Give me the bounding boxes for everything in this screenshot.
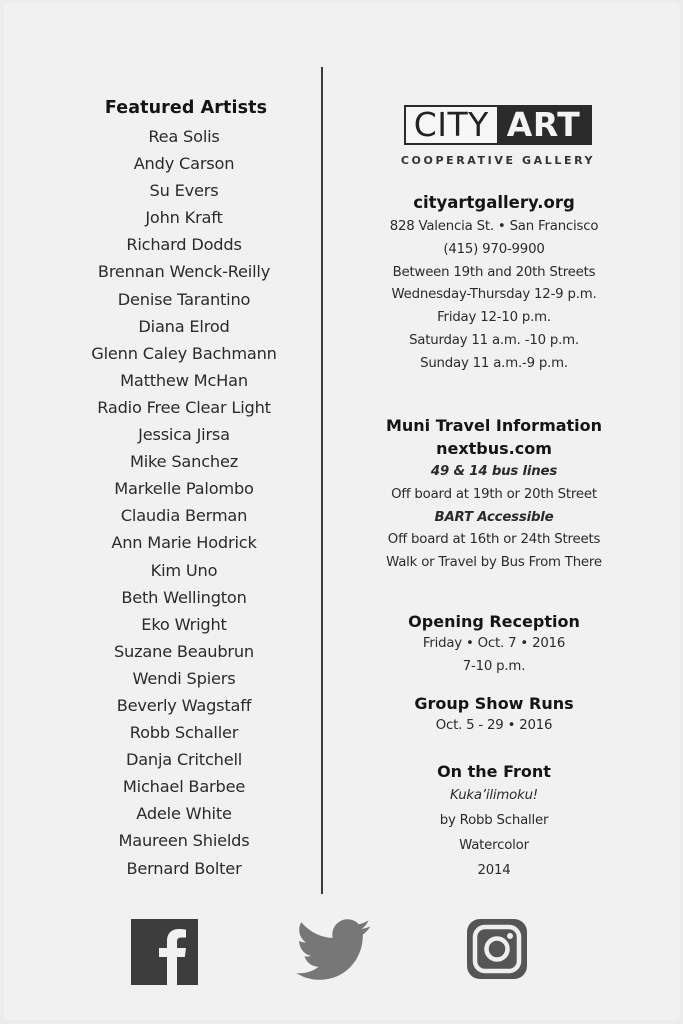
address: 828 Valencia St. • San Francisco [389, 219, 599, 234]
logo-subtitle: COOPERATIVE GALLERY [400, 154, 596, 167]
artist-item: Diana Elrod [138, 316, 230, 336]
artist-item: Kim Uno [150, 560, 218, 580]
reception-time: 7-10 p.m. [462, 658, 526, 674]
bus-offboard: Off board at 19th or 20th Street [391, 486, 597, 502]
travel-heading: Muni Travel Information [385, 416, 603, 435]
featured-artists-heading: Featured Artists [104, 98, 268, 118]
front-block [344, 760, 644, 883]
artist-item: Adele White [136, 804, 232, 824]
bus-lines: 49 & 14 bus lines [430, 464, 558, 479]
artist-item: Beverly Wagstaff [116, 695, 252, 715]
reception-heading: Opening Reception [408, 612, 580, 631]
logo-art-text: ART [497, 107, 590, 143]
gallery-website-link[interactable]: cityartgallery.org [413, 193, 575, 212]
artist-item: Maureen Shields [118, 831, 250, 851]
artist-item: Suzane Beaubrun [113, 641, 254, 661]
artist-item: Glenn Caley Bachmann [91, 343, 277, 363]
artwork-year: 2014 [477, 863, 511, 878]
artist-item: John Kraft [145, 208, 223, 228]
artist-item: Beth Wellington [121, 587, 247, 607]
nextbus-link[interactable]: nextbus.com [436, 439, 552, 458]
contact-block [344, 192, 644, 376]
artist-item: Brennan Wenck-Reilly [97, 262, 271, 282]
gallery-card [4, 2, 680, 1020]
artist-item: Robb Schaller [129, 723, 239, 743]
logo-city-text: CITY [406, 107, 497, 143]
travel-block [344, 414, 644, 575]
reception-block [344, 610, 644, 679]
featured-artists-column [64, 96, 304, 882]
artist-item: Richard Dodds [126, 235, 242, 255]
walk-info: Walk or Travel by Bus From There [386, 555, 602, 571]
show-block [344, 692, 644, 738]
artist-item: Rea Solis [148, 127, 220, 146]
artist-item: Denise Tarantino [117, 289, 251, 309]
artist-item: Michael Barbee [122, 777, 246, 797]
reception-date: Friday • Oct. 7 • 2016 [422, 636, 566, 651]
artwork-artist: by Robb Schaller [439, 813, 549, 828]
bart-accessible: BART Accessible [434, 509, 554, 525]
hours-line: Friday 12-10 p.m. [437, 310, 551, 326]
cross-streets: Between 19th and 20th Streets [392, 264, 596, 280]
artist-item: Claudia Berman [120, 506, 248, 526]
artwork-title: Kuka’ilimoku! [450, 788, 538, 803]
artist-item: Andy Carson [133, 154, 235, 174]
artist-item: Bernard Bolter [126, 858, 242, 878]
artwork-medium: Watercolor [459, 838, 529, 853]
hours-line: Wednesday-Thursday 12-9 p.m. [391, 287, 597, 303]
artist-item: Markelle Palombo [114, 479, 254, 499]
gallery-info-column [344, 102, 644, 902]
artist-list [64, 123, 304, 882]
show-dates: Oct. 5 - 29 • 2016 [435, 718, 553, 733]
artist-item: Danja Critchell [125, 750, 243, 770]
city-art-logo [404, 105, 593, 145]
artist-item: Mike Sanchez [129, 452, 239, 472]
artist-item: Su Evers [149, 181, 219, 201]
bart-offboard: Off board at 16th or 24th Streets [387, 532, 601, 548]
front-heading: On the Front [437, 762, 551, 781]
artist-item: Eko Wright [141, 614, 227, 634]
artist-item: Radio Free Clear Light [97, 397, 271, 417]
hours-line: Saturday 11 a.m. -10 p.m. [409, 332, 579, 348]
twitter-icon[interactable] [295, 919, 371, 981]
instagram-icon[interactable] [467, 919, 527, 979]
artist-item: Jessica Jirsa [138, 425, 230, 445]
artist-item: Wendi Spiers [132, 668, 236, 688]
facebook-icon[interactable] [131, 919, 198, 985]
artist-item: Ann Marie Hodrick [111, 533, 257, 553]
phone: (415) 970-9900 [443, 241, 545, 257]
artist-item: Matthew McHan [120, 370, 248, 390]
logo-block [344, 105, 644, 167]
column-divider [321, 67, 323, 894]
hours-line: Sunday 11 a.m.-9 p.m. [420, 355, 568, 371]
show-heading: Group Show Runs [414, 694, 574, 713]
